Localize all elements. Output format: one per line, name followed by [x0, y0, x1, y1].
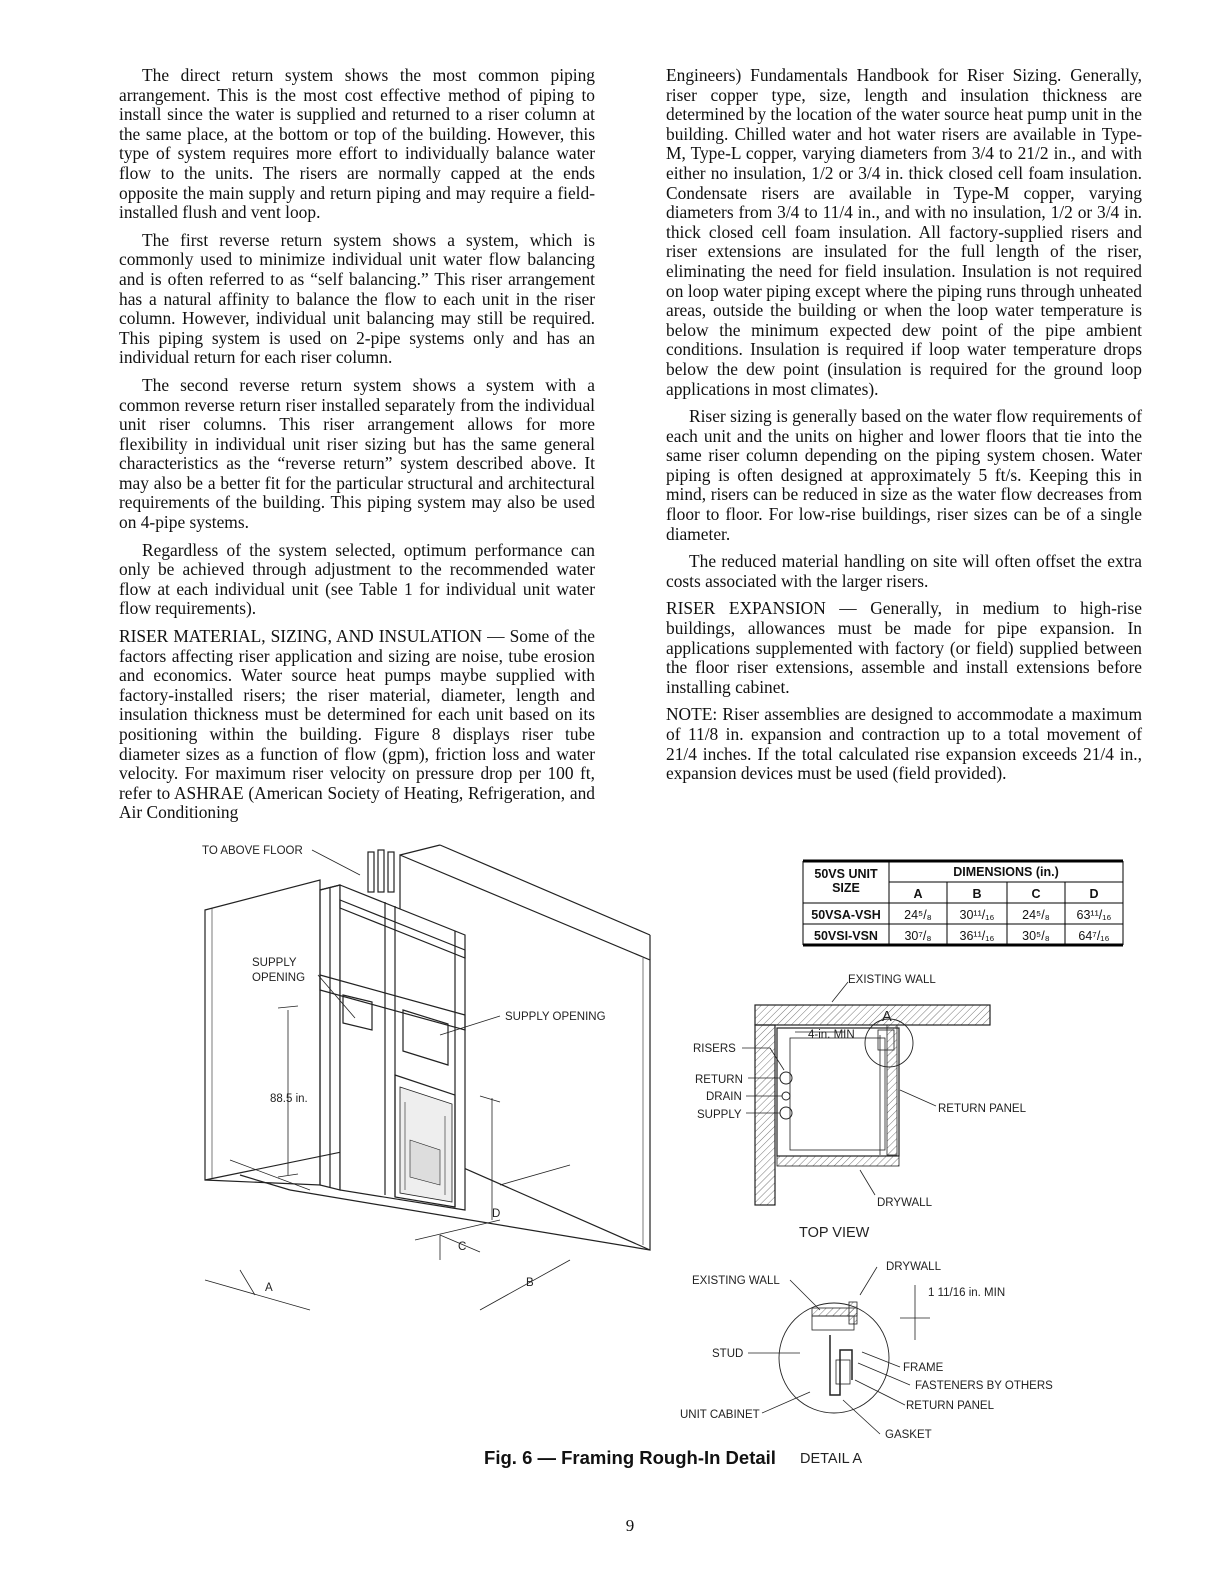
- table-header-size: SIZE: [832, 881, 860, 895]
- table-row-name: 50VSI-VSN: [814, 929, 878, 943]
- table-col-d: D: [1089, 887, 1099, 901]
- top-view-drawing: [742, 982, 990, 1205]
- left-text-column: [119, 66, 595, 831]
- table-cell: 24⁵/₈: [904, 908, 932, 922]
- paragraph: The reduced material handling on site will often offset the extra costs associated with the larger risers.: [666, 551, 1142, 591]
- label-supply-opening-left-1: SUPPLY: [252, 957, 297, 969]
- label-stud: STUD: [712, 1348, 744, 1360]
- label-return-panel: RETURN PANEL: [938, 1103, 1026, 1115]
- label-detail-marker: A: [882, 1009, 892, 1025]
- dimensions-table: [803, 861, 1123, 945]
- page-number: 9: [625, 1516, 635, 1535]
- label-dim-a: A: [265, 1282, 273, 1294]
- table-header-dimensions: DIMENSIONS (in.): [953, 865, 1059, 879]
- label-risers: RISERS: [693, 1043, 736, 1055]
- label-drywall: DRYWALL: [877, 1197, 932, 1209]
- label-drain: DRAIN: [706, 1091, 742, 1103]
- label-dim-d: D: [492, 1208, 501, 1220]
- section-paragraph-riser-expansion: RISER EXPANSION — Generally, in medium to high-rise buildings, allowances must be made for pipe expansion. In applications supplemented with factory (or field) supplied between the floor riser extensions, assemble and install extensions before installing cabinet.: [666, 598, 1142, 697]
- paragraph: The first reverse return system shows a system, which is commonly used to minimize individual unit water flow balancing and is often referred to as “self balancing.” This riser arrangement has a natural affinity to balance the flow to each unit in the riser column. However, individual unit balancing may still be required. This piping system is used on 2-pipe systems only and has an individual return for each riser column.: [119, 229, 595, 368]
- detail-a-title: DETAIL A: [800, 1451, 863, 1467]
- label-height: 88.5 in.: [270, 1093, 308, 1105]
- label-existing-wall: EXISTING WALL: [692, 1275, 780, 1287]
- label-existing-wall: EXISTING WALL: [848, 974, 936, 986]
- paragraph: The direct return system shows the most common piping arrangement. This is the most cost effective method of piping to install since the water is supplied and returned to a riser column at the same place, at the bottom or top of the building. However, this type of system requires more effort to individually balance water flow to the units. The risers are normally capped at the ends opposite the main supply and return piping and may require a field-installed flush and vent loop.: [119, 65, 595, 223]
- table-col-a: A: [913, 887, 923, 901]
- table-col-b: B: [972, 887, 982, 901]
- label-to-above-floor: TO ABOVE FLOOR: [202, 845, 303, 857]
- detail-a-labels: [680, 1261, 1053, 1467]
- table-cell: 64⁷/₁₆: [1078, 929, 1110, 943]
- label-dim-c: C: [458, 1241, 467, 1253]
- detail-a-drawing: [748, 1267, 930, 1434]
- table-cell: 30¹¹/₁₆: [959, 908, 995, 922]
- paragraph: Riser sizing is generally based on the water flow requirements of each unit and the units on higher and lower floors that tie into the same riser column depending on the piping system chosen. Water piping is often designed at approximately 5 ft/s. Keeping this in mind, risers can be reduced in size as the water flow decreases from floor to floor. For low-rise buildings, riser sizes can be of a single diameter.: [666, 406, 1142, 544]
- label-drywall: DRYWALL: [886, 1261, 941, 1273]
- label-supply-opening-left-2: OPENING: [252, 972, 306, 984]
- label-fasteners: FASTENERS BY OTHERS: [915, 1380, 1053, 1392]
- table-cell: 30⁵/₈: [1022, 929, 1050, 943]
- label-return: RETURN: [695, 1074, 743, 1086]
- isometric-framing-drawing: [205, 845, 650, 1252]
- label-supply-opening-right: SUPPLY OPENING: [505, 1011, 606, 1023]
- label-frame: FRAME: [903, 1362, 944, 1374]
- table-cell: 30⁷/₈: [904, 929, 932, 943]
- table-cell: 63¹¹/₁₆: [1076, 908, 1112, 922]
- table-col-c: C: [1031, 887, 1041, 901]
- paragraph: Regardless of the system selected, optimum performance can only be achieved through adjustment to the recommended water flow at each individual unit (see Table 1 for individual unit water flow requirements).: [119, 539, 595, 619]
- framing-figure: [0, 840, 1224, 1480]
- label-return-panel: RETURN PANEL: [906, 1400, 994, 1412]
- paragraph: The second reverse return system shows a system with a common reverse return riser installed separately from the individual unit riser columns. This riser arrangement allows for more flexibility in individual unit riser sizing but has the same general characteristics as the “reverse return” system described above. It may also be a better fit for the particular structural and architectural requirements of the building. This piping system may also be used on 4-pipe systems.: [119, 374, 595, 533]
- table-cell: 36¹¹/₁₆: [959, 929, 995, 943]
- label-supply: SUPPLY: [697, 1109, 742, 1121]
- right-text-column: [666, 66, 1142, 792]
- note-paragraph: NOTE: Riser assemblies are designed to accommodate a maximum of 11/8 in. expansion and contraction up to a total movement of 21/4 inches. If the total calculated rise expansion exceeds 21/4 in., expansion devices must be used (field provided).: [666, 704, 1142, 784]
- table-header-unit: 50VS UNIT: [814, 867, 878, 881]
- label-unit-cabinet: UNIT CABINET: [680, 1409, 760, 1421]
- table-row-name: 50VSA-VSH: [811, 908, 881, 922]
- table-cell: 24⁵/₈: [1022, 908, 1050, 922]
- paragraph-continued: Engineers) Fundamentals Handbook for Riser Sizing. Generally, riser copper type, size, length and insulation thickness are determined by the location of the water source heat pump unit in the building. Chilled water and hot water risers are available in Type-M, Type-L copper, varying diameters from 3/4 to 21/2 in., and with either no insulation, 1/2 or 3/4 in. thick closed cell foam insulation. Condensate risers are available in Type-M copper, varying diameters from 3/4 to 11/4 in., and with no insulation, 1/2 or 3/4 in. thick closed cell foam insulation. All factory-supplied risers and riser extensions are insulated for the full length of the riser, eliminating the need for field insulation. Insulation is not required on loop water piping except where the piping runs through unheated areas, outside the building or when the loop water temperature is below the minimum expected dew point of the pipe ambient conditions. Insulation is required if loop water temperature drops below the dew point (insulation is required for the ground loop applications in most climates).: [666, 65, 1142, 399]
- label-dim-b: B: [526, 1277, 534, 1289]
- label-4in-min: 4-in. MIN: [808, 1029, 855, 1041]
- label-min-gap: 1 11/16 in. MIN: [928, 1287, 1006, 1299]
- figure-caption: Fig. 6 — Framing Rough-In Detail: [484, 1447, 776, 1468]
- iso-lower-dims: [205, 1235, 570, 1310]
- top-view-title: TOP VIEW: [799, 1225, 870, 1241]
- section-paragraph-riser-material: RISER MATERIAL, SIZING, AND INSULATION — Some of the factors affecting riser application and sizing are noise, tube erosion and economics. Water source heat pumps maybe supplied with factory-installed risers; the riser material, diameter, length and insulation thickness must be determined for each unit based on its positioning within the building. Figure 8 displays riser tube diameter sizes as a function of flow (gpm), friction loss and water velocity. For maximum riser velocity on pressure drop per 100 ft, refer to ASHRAE (American Society of Heating, Refrigeration, and Air Conditioning: [119, 626, 595, 823]
- label-gasket: GASKET: [885, 1429, 932, 1441]
